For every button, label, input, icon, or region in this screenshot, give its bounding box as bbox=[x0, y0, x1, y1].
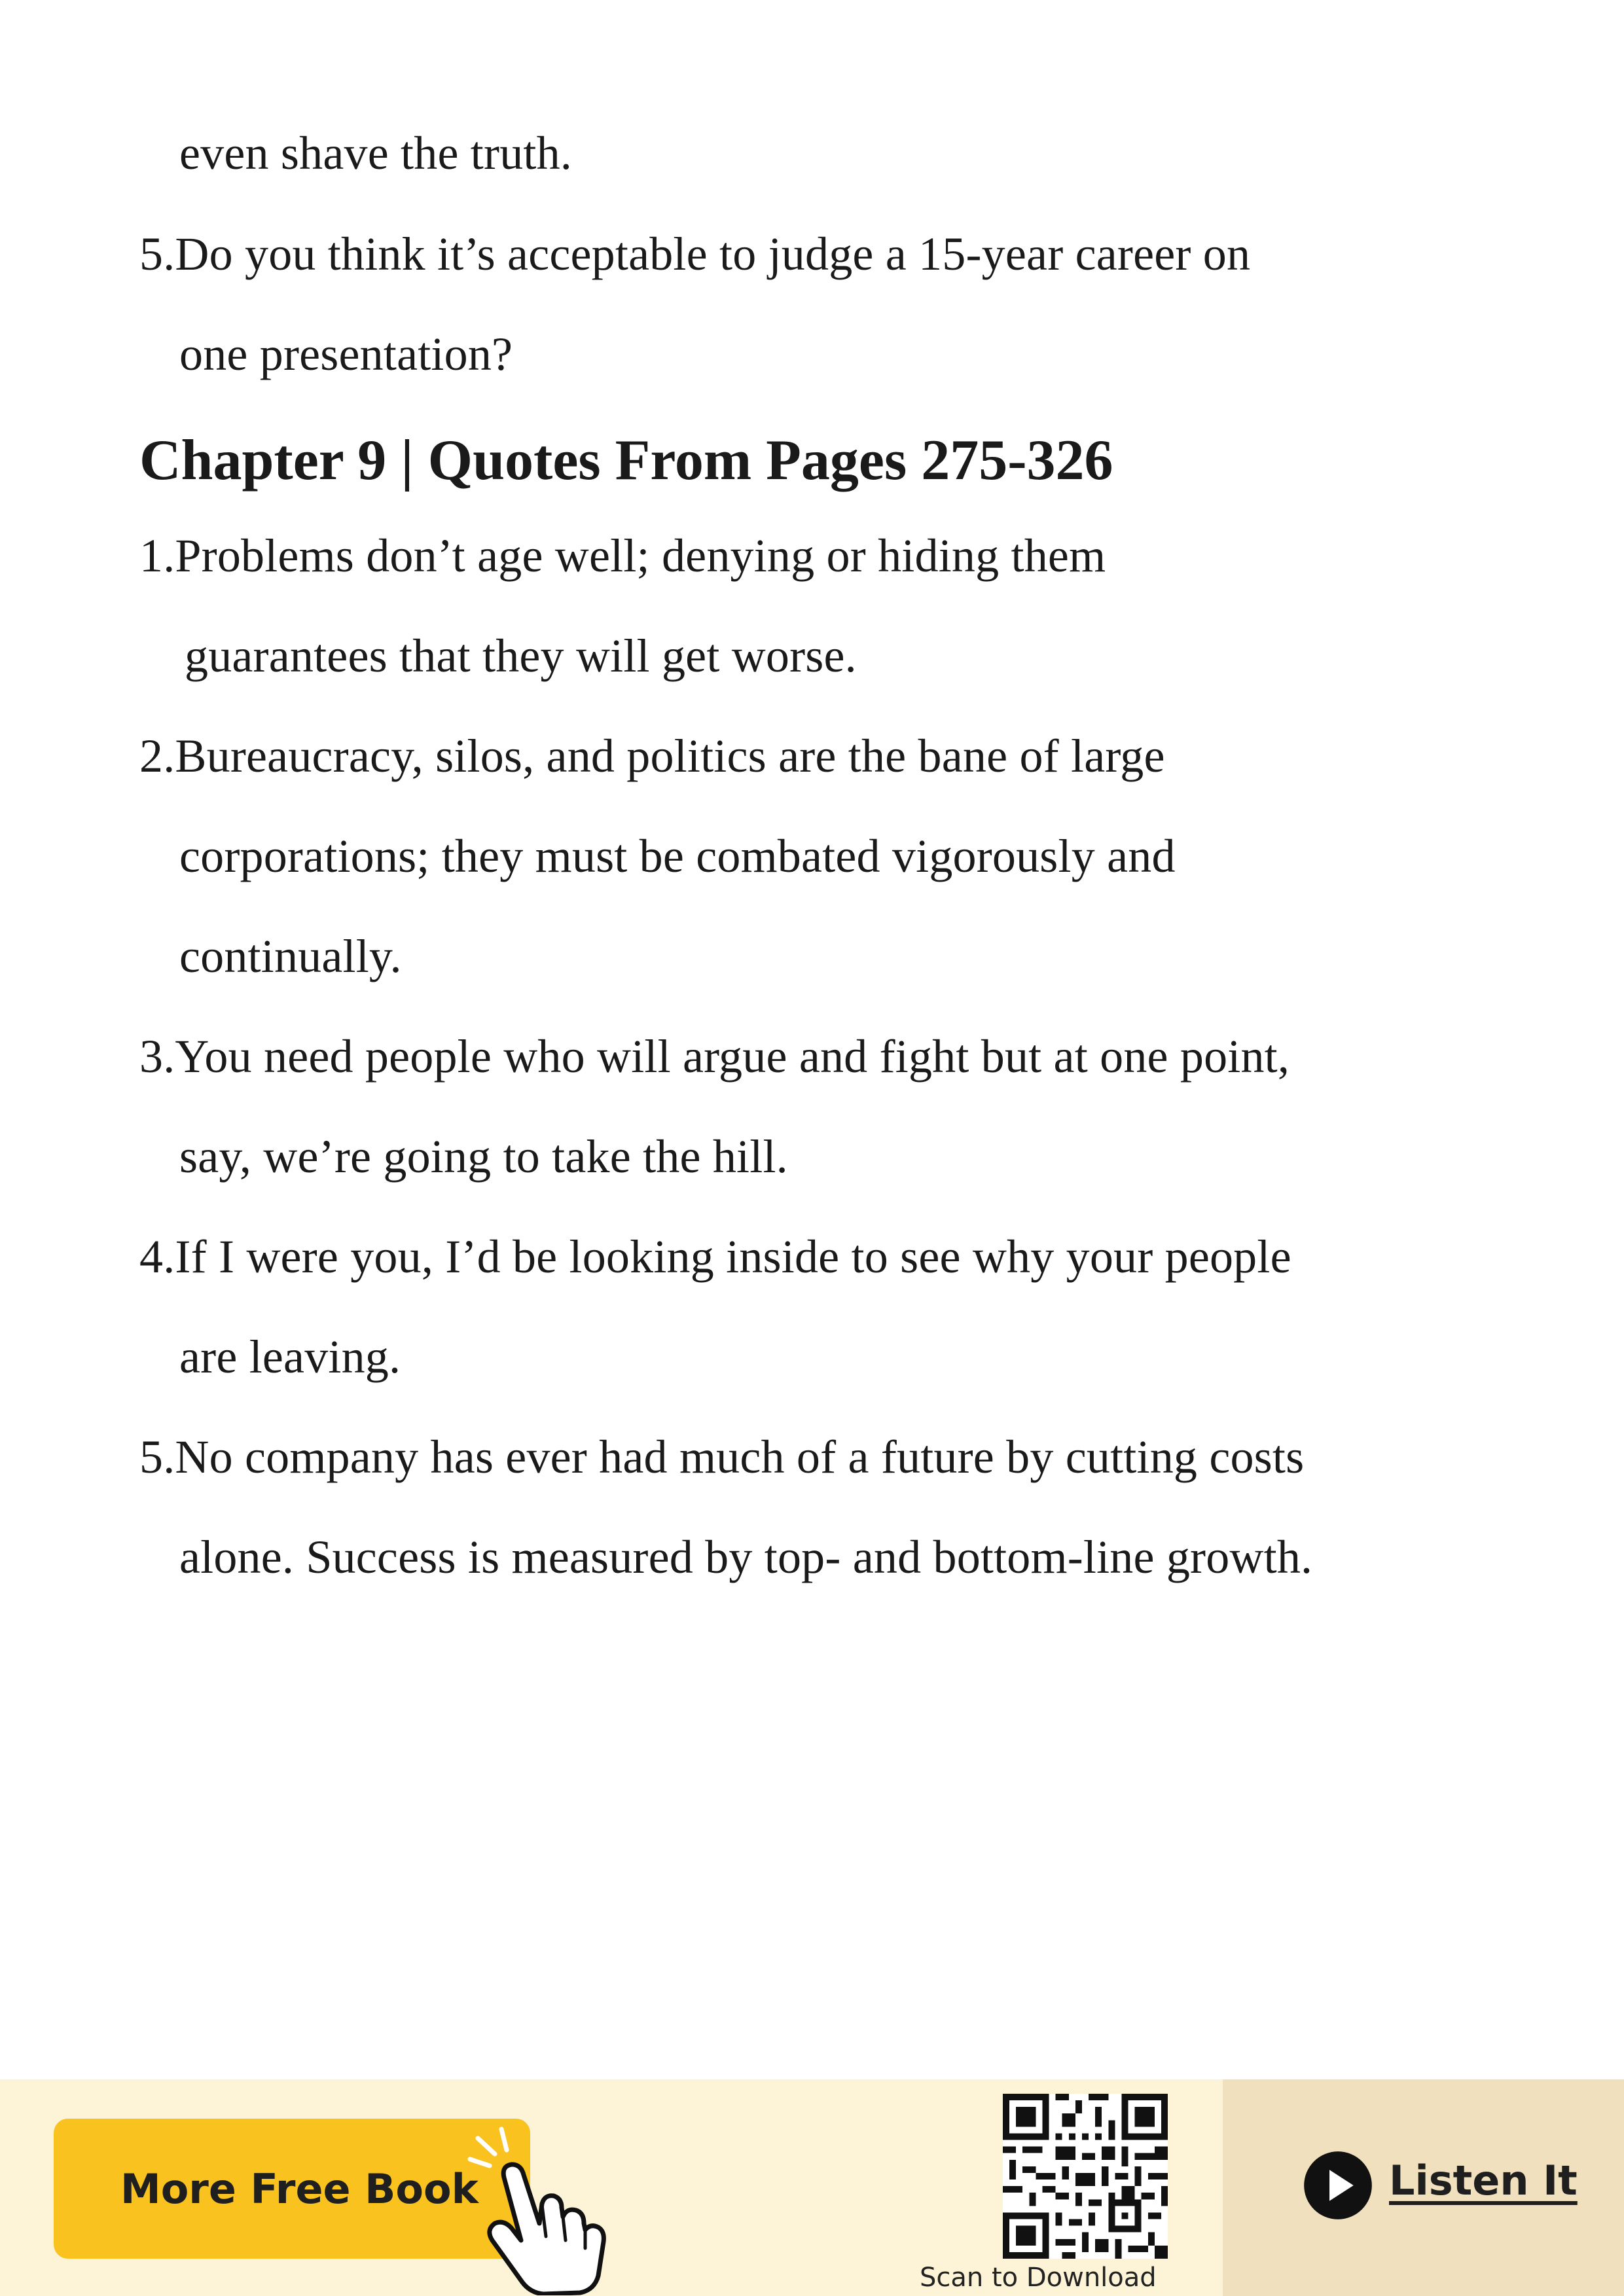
quote-line: alone. Success is measured by top- and bottom-line growth. bbox=[179, 1531, 1313, 1583]
quote-line: are leaving. bbox=[179, 1331, 401, 1383]
quote-line: 5.No company has ever had much of a future by cutting costs bbox=[139, 1431, 1305, 1483]
text-line: even shave the truth. bbox=[179, 127, 572, 179]
footer-bar bbox=[0, 2079, 1624, 2296]
more-free-book-label: More Free Book bbox=[120, 2164, 478, 2213]
text-line: one presentation? bbox=[179, 328, 513, 380]
chapter-heading: Chapter 9 | Quotes From Pages 275-326 bbox=[139, 429, 1113, 492]
quote-line: 4.If I were you, I’d be looking inside to see why your people bbox=[139, 1230, 1291, 1283]
quote-line: corporations; they must be combated vigorously and bbox=[179, 830, 1176, 882]
quote-line: 1.Problems don’t age well; denying or hiding them bbox=[139, 529, 1106, 582]
quote-line: guarantees that they will get worse. bbox=[185, 630, 857, 682]
qr-code bbox=[1003, 2094, 1168, 2259]
play-icon[interactable] bbox=[1303, 2150, 1373, 2221]
quote-line: 2.Bureaucracy, silos, and politics are the bane of large bbox=[139, 730, 1165, 782]
scan-to-download-label: Scan to Download bbox=[920, 2263, 1157, 2293]
pointing-hand-icon bbox=[458, 2125, 622, 2295]
listen-it-link[interactable]: Listen It bbox=[1389, 2157, 1578, 2204]
quote-line: say, we’re going to take the hill. bbox=[179, 1130, 788, 1183]
quote-line: 3.You need people who will argue and fight but at one point, bbox=[139, 1030, 1290, 1083]
quote-line: continually. bbox=[179, 930, 402, 982]
text-line: 5.Do you think it’s acceptable to judge a 15-year career on bbox=[139, 228, 1251, 280]
